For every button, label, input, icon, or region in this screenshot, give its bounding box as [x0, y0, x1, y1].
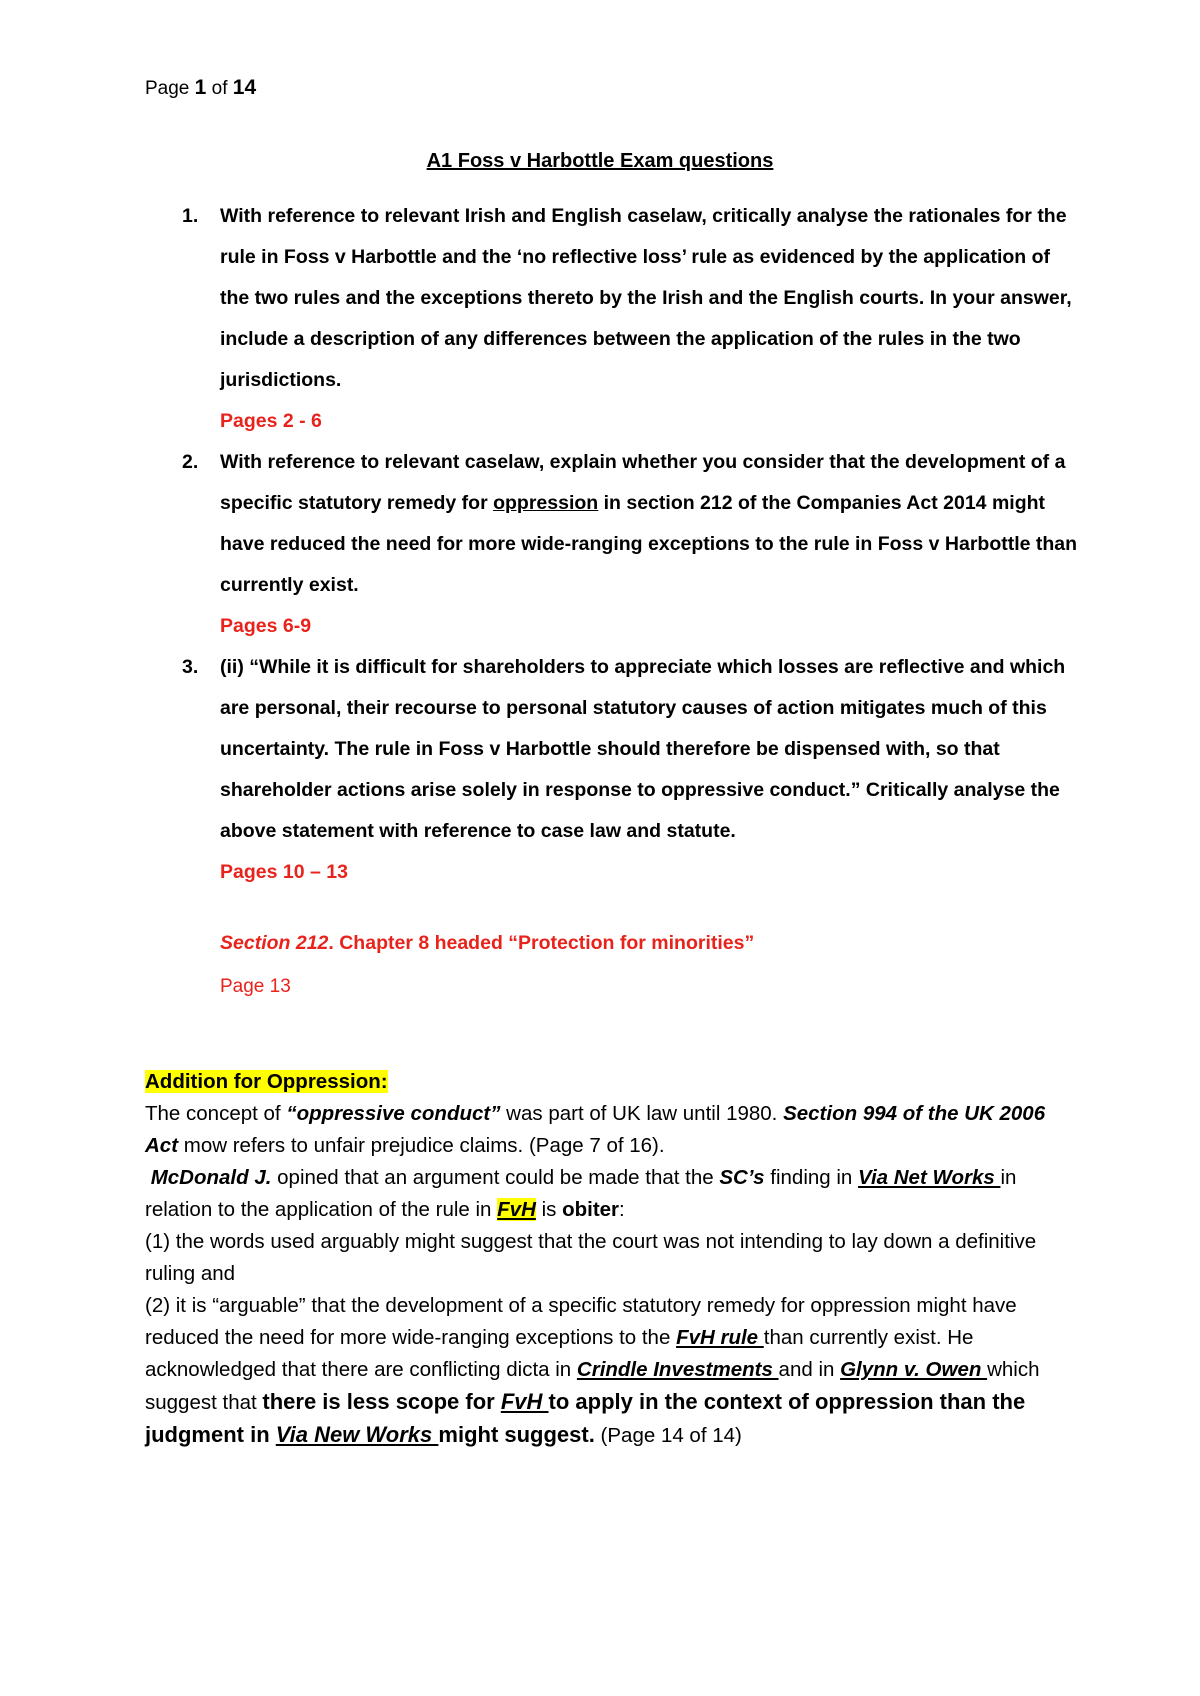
question-pages: Pages 6-9 [220, 615, 312, 637]
question-text [220, 442, 1082, 606]
text-run: : [619, 1198, 625, 1221]
text-run: there is less scope for [262, 1389, 501, 1414]
case-name: Glynn v. Owen [840, 1358, 988, 1381]
section-note-italic: Section 212 [220, 932, 329, 954]
text-run: The concept of [145, 1102, 287, 1125]
text-run: is [535, 1198, 563, 1221]
question-number: 3. [182, 656, 199, 678]
text-run: SC’s [719, 1166, 765, 1189]
question-pages: Pages 2 - 6 [220, 410, 322, 432]
case-name: FvH rule [676, 1326, 764, 1349]
text-run: might suggest. [438, 1422, 595, 1447]
text-run: obiter [562, 1198, 620, 1221]
question-item [182, 196, 1082, 442]
text-run: was part of UK law until 1980. [500, 1102, 784, 1125]
question-pages: Pages 10 – 13 [220, 861, 348, 883]
text-run: which suggest that [145, 1358, 1040, 1414]
page-label: Page [145, 78, 190, 99]
section-note-page: Page 13 [220, 976, 291, 997]
addition-block [145, 1066, 1075, 1452]
question-text-part: in section 212 of the Companies Act 2014 might have reduced the need for more wide-ranging exceptions to the rule in Foss v Harbottle than currently exist. [220, 492, 1078, 596]
question-text: (ii) “While it is difficult for shareholders to appreciate which losses are reflective and which are personal, their recourse to personal statutory causes of action mitigates much of this uncertainty. The rule in Foss v Harbottle should therefore be dispensed with, so that shareholder actions arise solely in response to oppressive conduct.” Critically analyse the above statement with reference to case law and statute. [220, 656, 1066, 842]
page-of: of [211, 78, 228, 99]
text-run: (2) it is “arguable” that the development of a specific statutory remedy for oppression might have reduced the need for more wide-ranging exceptions to the [145, 1294, 1017, 1349]
question-number: 1. [182, 205, 199, 227]
section-note-text: . Chapter 8 headed “Protection for minorities” [328, 932, 755, 954]
text-run: to apply in the context of oppression than the judgment in [145, 1389, 1026, 1447]
case-name: Crindle Investments [576, 1358, 779, 1381]
addition-paragraph [145, 1098, 1075, 1162]
text-run: than currently exist. He acknowledged that there are conflicting dicta in [145, 1326, 974, 1381]
question-list [182, 196, 1082, 893]
text-run: (Page 14 of 14) [594, 1424, 742, 1447]
text-run: mow refers to unfair prejudice claims. (Page 7 of 16). [178, 1134, 665, 1157]
case-name: Via New Works [275, 1422, 439, 1447]
question-item [182, 647, 1082, 893]
addition-paragraph: (1) the words used arguably might suggest that the court was not intending to lay down a definitive ruling and [145, 1230, 1037, 1285]
case-name: FvH [497, 1198, 536, 1221]
document-title: A1 Foss v Harbottle Exam questions [426, 150, 774, 172]
page-current: 1 [194, 76, 207, 99]
case-name: Via Net Works [858, 1166, 1001, 1189]
text-run: opined that an argument could be made that the [271, 1166, 720, 1189]
underlined-term: oppression [493, 492, 599, 514]
text-run: McDonald J. [150, 1166, 272, 1189]
section-note [220, 932, 754, 955]
addition-paragraph [145, 1162, 1075, 1226]
text-run: finding in [764, 1166, 859, 1189]
text-run: and in [778, 1358, 841, 1381]
page-number [145, 76, 256, 100]
text-run: Section 994 of the UK 2006 Act [145, 1102, 1046, 1157]
addition-paragraph [145, 1290, 1075, 1452]
question-text: With reference to relevant Irish and English caselaw, critically analyse the rationales for the rule in Foss v Harbottle and the ‘no reflective loss’ rule as evidenced by the application of the two rules and the exceptions thereto by the Irish and the English courts. In your answer, include a description of any differences between the application of the rules in the two jurisdictions. [220, 205, 1072, 391]
question-item [182, 442, 1082, 647]
addition-heading: Addition for Oppression: [145, 1070, 388, 1093]
question-number: 2. [182, 451, 199, 473]
page-total: 14 [232, 76, 257, 99]
text-run: in relation to the application of the rule in [145, 1166, 1017, 1221]
case-name: FvH [500, 1389, 549, 1414]
text-run: “oppressive conduct” [286, 1102, 501, 1125]
question-text-part: With reference to relevant caselaw, explain whether you consider that the development of a specific statutory remedy for [220, 451, 1066, 514]
addition-heading-line [145, 1066, 1075, 1098]
